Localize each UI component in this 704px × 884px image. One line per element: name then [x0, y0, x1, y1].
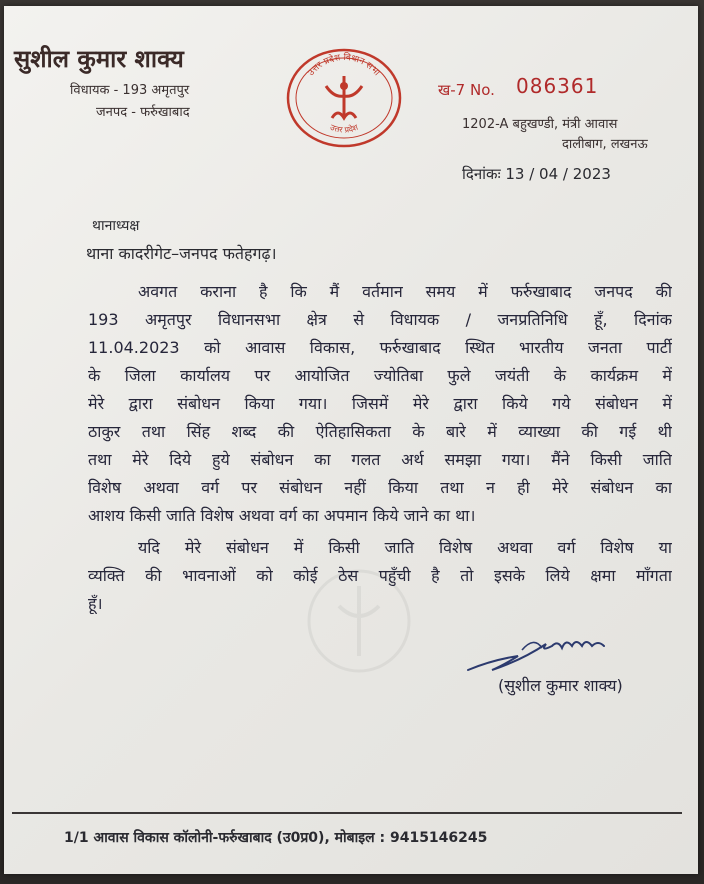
body-line: हूँ।: [88, 594, 103, 613]
svg-text:उत्तर प्रदेश: [329, 122, 360, 134]
signature-mark: [462, 630, 612, 678]
recipient-station: थाना कादरीगेट–जनपद फतेहगढ़।: [86, 244, 277, 263]
reference-number: 086361: [516, 74, 599, 98]
address-line-2: दालीबाग, लखनऊ: [562, 137, 648, 152]
address-line-1: 1202-A बहुखण्डी, मंत्री आवास: [462, 117, 618, 132]
body-line: के जिला कार्यालय पर आयोजित ज्योतिबा फुले जयंती के कार्यक्रम में: [88, 366, 672, 385]
sender-name: सुशील कुमार शाक्य: [14, 45, 184, 73]
sender-district: जनपद - फर्रुखाबाद: [96, 105, 190, 120]
seal-top-text: उत्तर प्रदेश विधान सभा: [306, 52, 382, 79]
footer-divider: [12, 812, 682, 814]
seal-bottom-text: उत्तर प्रदेश: [328, 122, 360, 135]
body-line: विशेष अथवा वर्ग पर संबोधन नहीं किया तथा न ही मेरे संबोधन का: [88, 478, 672, 497]
body-line: व्यक्ति की भावनाओं को कोई ठेस पहुँची है तो इसके लिये क्षमा माँगता: [88, 566, 672, 585]
body-line: तथा मेरे दिये हुये संबोधन का गलत अर्थ समझा गया। मैंने किसी जाति: [88, 450, 672, 469]
body-line: आशय किसी जाति विशेष अथवा वर्ग का अपमान किये जाने का था।: [88, 506, 476, 525]
letter-date: दिनांकः 13 / 04 / 2023: [462, 165, 611, 183]
assembly-seal: [282, 46, 406, 150]
body-line: यदि मेरे संबोधन में किसी जाति विशेष अथवा वर्ग विशेष या: [138, 538, 672, 557]
body-line: अवगत कराना है कि मैं वर्तमान समय में फर्रुखाबाद जनपद की: [138, 282, 672, 301]
recipient-title: थानाध्यक्ष: [92, 218, 140, 234]
reference-label: ख-7 No.: [438, 81, 495, 99]
body-line: 11.04.2023 को आवास विकास, फर्रुखाबाद स्थित भारतीय जनता पार्टी: [88, 338, 672, 357]
emblem-icon: [326, 76, 362, 118]
footer-address: 1/1 आवास विकास कॉलोनी-फर्रुखाबाद (उ0प्र0), मोबाइल : 9415146245: [64, 830, 488, 846]
letter-sheet: [4, 6, 698, 874]
body-line: मेरे द्वारा संबोधन किया गया। जिसमें मेरे द्वारा किये गये संबोधन में: [88, 394, 672, 413]
sender-designation: विधायक - 193 अमृतपुर: [70, 83, 190, 98]
signatory-name: (सुशील कुमार शाक्य): [498, 676, 623, 695]
body-line: ठाकुर तथा सिंह शब्द की ऐतिहासिकता के बारे में व्याख्या की गई थी: [88, 422, 672, 441]
body-line: 193 अमृतपुर विधानसभा क्षेत्र से विधायक / जनप्रतिनिधि हूँ, दिनांक: [88, 310, 672, 329]
